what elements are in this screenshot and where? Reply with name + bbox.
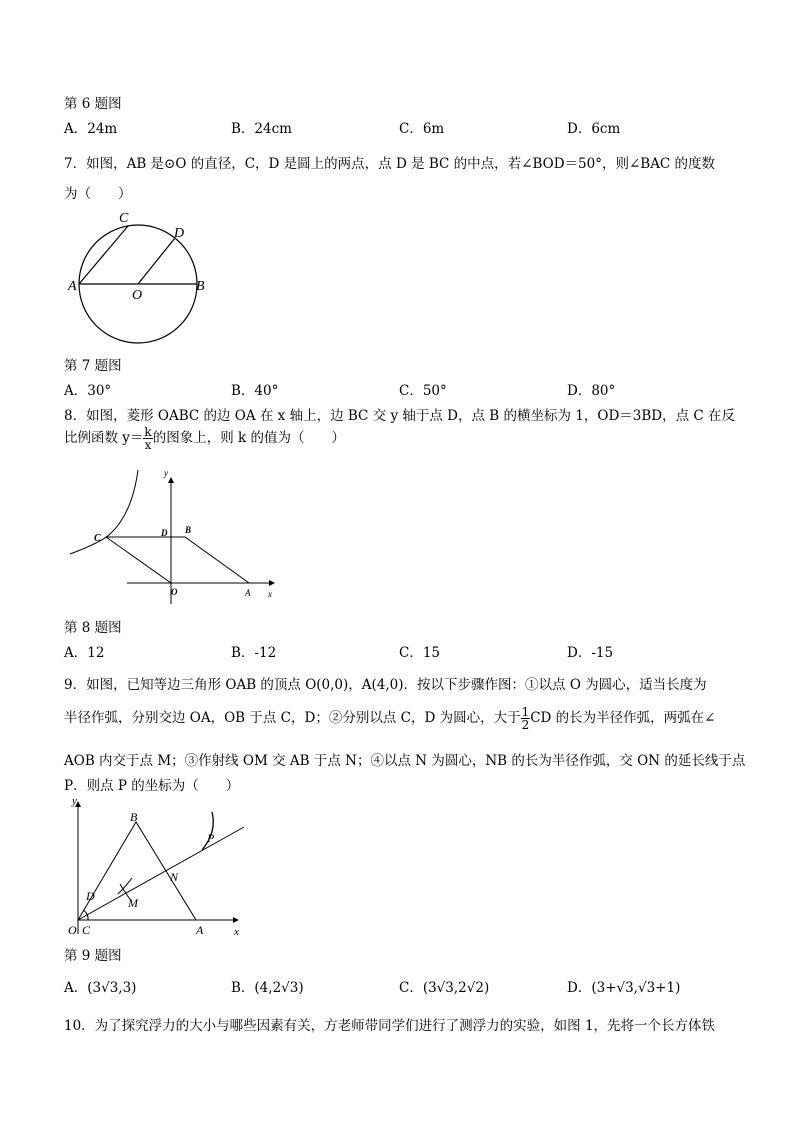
q9-option-d: D．(3+√3,√3+1) bbox=[567, 980, 681, 996]
hyperbola-branch bbox=[70, 470, 138, 554]
label-p: P bbox=[207, 831, 215, 845]
q6-option-a: A．24m bbox=[64, 121, 118, 137]
fraction-numerator: 1 bbox=[521, 705, 530, 719]
fraction-denominator: x bbox=[144, 438, 152, 452]
label-x: x bbox=[234, 926, 239, 938]
q7-stem-line2: 为（ ） bbox=[64, 186, 132, 202]
label-b: B bbox=[130, 810, 138, 824]
q8-stem-line2-b: 的图象上，则 k 的值为（ ） bbox=[152, 430, 345, 446]
q9-stem-line2-b: CD 的长为半径作弧，两弧在∠ bbox=[530, 710, 716, 726]
q9-option-c: C．(3√3,2√2) bbox=[399, 980, 490, 996]
q6-option-b: B．24cm bbox=[231, 121, 292, 137]
label-d: D bbox=[86, 889, 95, 903]
q8-stem-line1: 8．如图，菱形 OABC 的边 OA 在 x 轴上，边 BC 交 y 轴于点 D，点 B 的横坐标为 1，OD＝3BD，点 C 在反 bbox=[64, 408, 736, 424]
q7-option-c: C．50° bbox=[399, 383, 447, 399]
q10-stem-line1: 10．为了探究浮力的大小与哪些因素有关，方老师带同学们进行了测浮力的实验，如图 1，先将一个长方体铁 bbox=[64, 1018, 716, 1034]
q6-caption: 第 6 题图 bbox=[64, 96, 122, 112]
ray-om bbox=[78, 827, 244, 920]
q8-option-b: B．-12 bbox=[231, 645, 277, 661]
label-a: A bbox=[196, 923, 204, 937]
q9-option-a: A．(3√3,3) bbox=[64, 980, 137, 996]
q9-stem-line1: 9．如图，已知等边三角形 OAB 的顶点 O(0,0)，A(4,0)．按以下步骤作图：①以点 O 为圆心，适当长度为 bbox=[64, 677, 707, 693]
label-d: D bbox=[174, 226, 185, 241]
label-c: C bbox=[82, 923, 91, 937]
fraction-numerator: k bbox=[144, 425, 152, 439]
label-d: D bbox=[161, 528, 168, 538]
label-o: O bbox=[68, 923, 77, 937]
label-c: C bbox=[94, 533, 101, 544]
label-x: x bbox=[268, 589, 272, 599]
q9-stem-line2-a: 半径作弧，分别交边 OA，OB 于点 C，D；②分别以点 C，D 为圆心，大于 bbox=[64, 710, 521, 726]
label-a: A bbox=[245, 588, 251, 598]
q7-stem-line1: 7．如图，AB 是⊙O 的直径，C，D 是圆上的两点，点 D 是 BC 的中点，若∠BOD＝50°，则∠BAC 的度数 bbox=[64, 156, 716, 172]
q8-stem-line2-a: 比例函数 y＝ bbox=[64, 430, 144, 446]
label-n: N bbox=[170, 870, 179, 884]
label-y: y bbox=[72, 795, 77, 807]
rhombus-oabc bbox=[106, 537, 249, 583]
fraction-k-over-x bbox=[143, 426, 152, 451]
label-b: B bbox=[185, 525, 192, 535]
q9-figure-triangle bbox=[62, 790, 262, 942]
label-o: O bbox=[132, 288, 143, 303]
q7-option-a: A．30° bbox=[64, 383, 112, 399]
q8-caption: 第 8 题图 bbox=[64, 620, 122, 636]
q7-caption: 第 7 题图 bbox=[64, 358, 122, 374]
label-a: A bbox=[68, 279, 77, 294]
q7-option-d: D．80° bbox=[567, 383, 616, 399]
q9-stem-line4: P．则点 P 的坐标为（ ） bbox=[64, 778, 240, 794]
q7-option-b: B．40° bbox=[231, 383, 279, 399]
q9-option-b: B．(4,2√3) bbox=[231, 980, 304, 996]
fraction-denominator: 2 bbox=[521, 718, 530, 732]
q8-option-a: A．12 bbox=[64, 645, 105, 661]
radius-od bbox=[138, 238, 175, 284]
q9-caption: 第 9 题图 bbox=[64, 948, 122, 964]
label-m: M bbox=[128, 896, 138, 910]
fraction-one-half bbox=[521, 706, 531, 731]
q9-stem-line3: AOB 内交于点 M；③作射线 OM 交 AB 于点 N；④以点 N 为圆心，NB 的长为半径作弧，交 ON 的延长线于点 bbox=[64, 753, 746, 769]
label-b: B bbox=[196, 279, 205, 294]
label-c: C bbox=[119, 211, 129, 226]
q8-stem-line2 bbox=[64, 426, 345, 451]
label-y: y bbox=[164, 470, 168, 478]
q7-figure-circle bbox=[60, 206, 220, 346]
q6-option-d: D．6cm bbox=[567, 121, 621, 137]
q9-stem-line2 bbox=[64, 706, 715, 731]
label-o: O bbox=[171, 587, 178, 597]
q6-option-c: C．6m bbox=[399, 121, 445, 137]
arc-cd bbox=[83, 910, 88, 920]
q8-figure-rhombus bbox=[62, 470, 282, 610]
q8-option-c: C．15 bbox=[399, 645, 441, 661]
q8-option-d: D．-15 bbox=[567, 645, 614, 661]
